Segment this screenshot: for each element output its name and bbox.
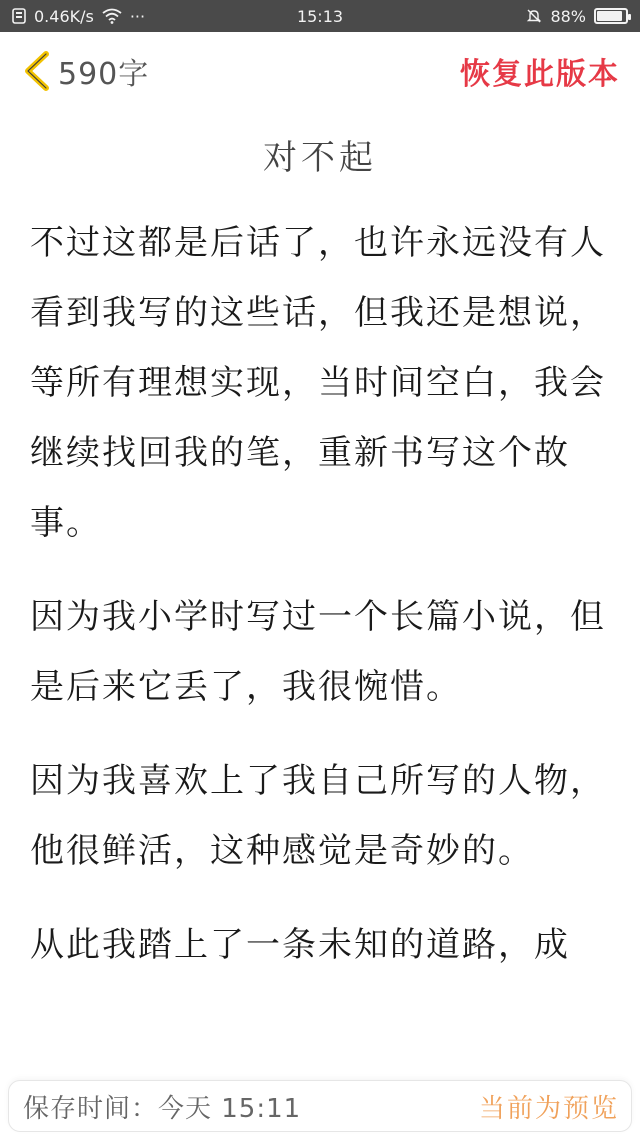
- preview-status: 当前为预览: [478, 1093, 619, 1124]
- silent-bell-icon: [526, 8, 542, 24]
- network-speed: 0.46K/s: [34, 6, 94, 26]
- battery-icon: [594, 8, 628, 24]
- word-count: 590字: [58, 57, 150, 92]
- status-left: [12, 7, 145, 26]
- document-title: 对不起: [263, 138, 377, 178]
- paragraph: 因为我喜欢上了我自己所写的人物，他很鲜活，这种感觉是奇妙的。: [30, 761, 606, 871]
- status-bar: [0, 0, 640, 32]
- save-time: 保存时间：今天 15:11: [23, 1093, 302, 1124]
- document-content: [30, 208, 610, 1004]
- wifi-icon: [102, 8, 122, 24]
- back-button[interactable]: [22, 49, 149, 93]
- restore-version-button[interactable]: 恢复此版本: [460, 49, 620, 93]
- paragraph: 从此我踏上了一条未知的道路，成: [30, 925, 570, 965]
- footer-bar: [8, 1080, 632, 1132]
- chevron-left-icon[interactable]: [22, 50, 52, 92]
- battery-fill: [597, 11, 622, 21]
- status-right: [526, 7, 628, 26]
- status-time: 15:13: [296, 6, 344, 26]
- paragraph: 因为我小学时写过一个长篇小说，但是后来它丢了，我很惋惜。: [30, 597, 606, 707]
- header: [0, 32, 640, 110]
- storage-icon: [12, 8, 26, 24]
- paragraph: 不过这都是后话了，也许永远没有人看到我写的这些话，但我还是想说，等所有理想实现，当时间空白，我会继续找回我的笔，重新书写这个故事。: [30, 223, 606, 543]
- more-notifications-icon: ···: [129, 6, 146, 26]
- battery-percent: 88%: [550, 6, 586, 26]
